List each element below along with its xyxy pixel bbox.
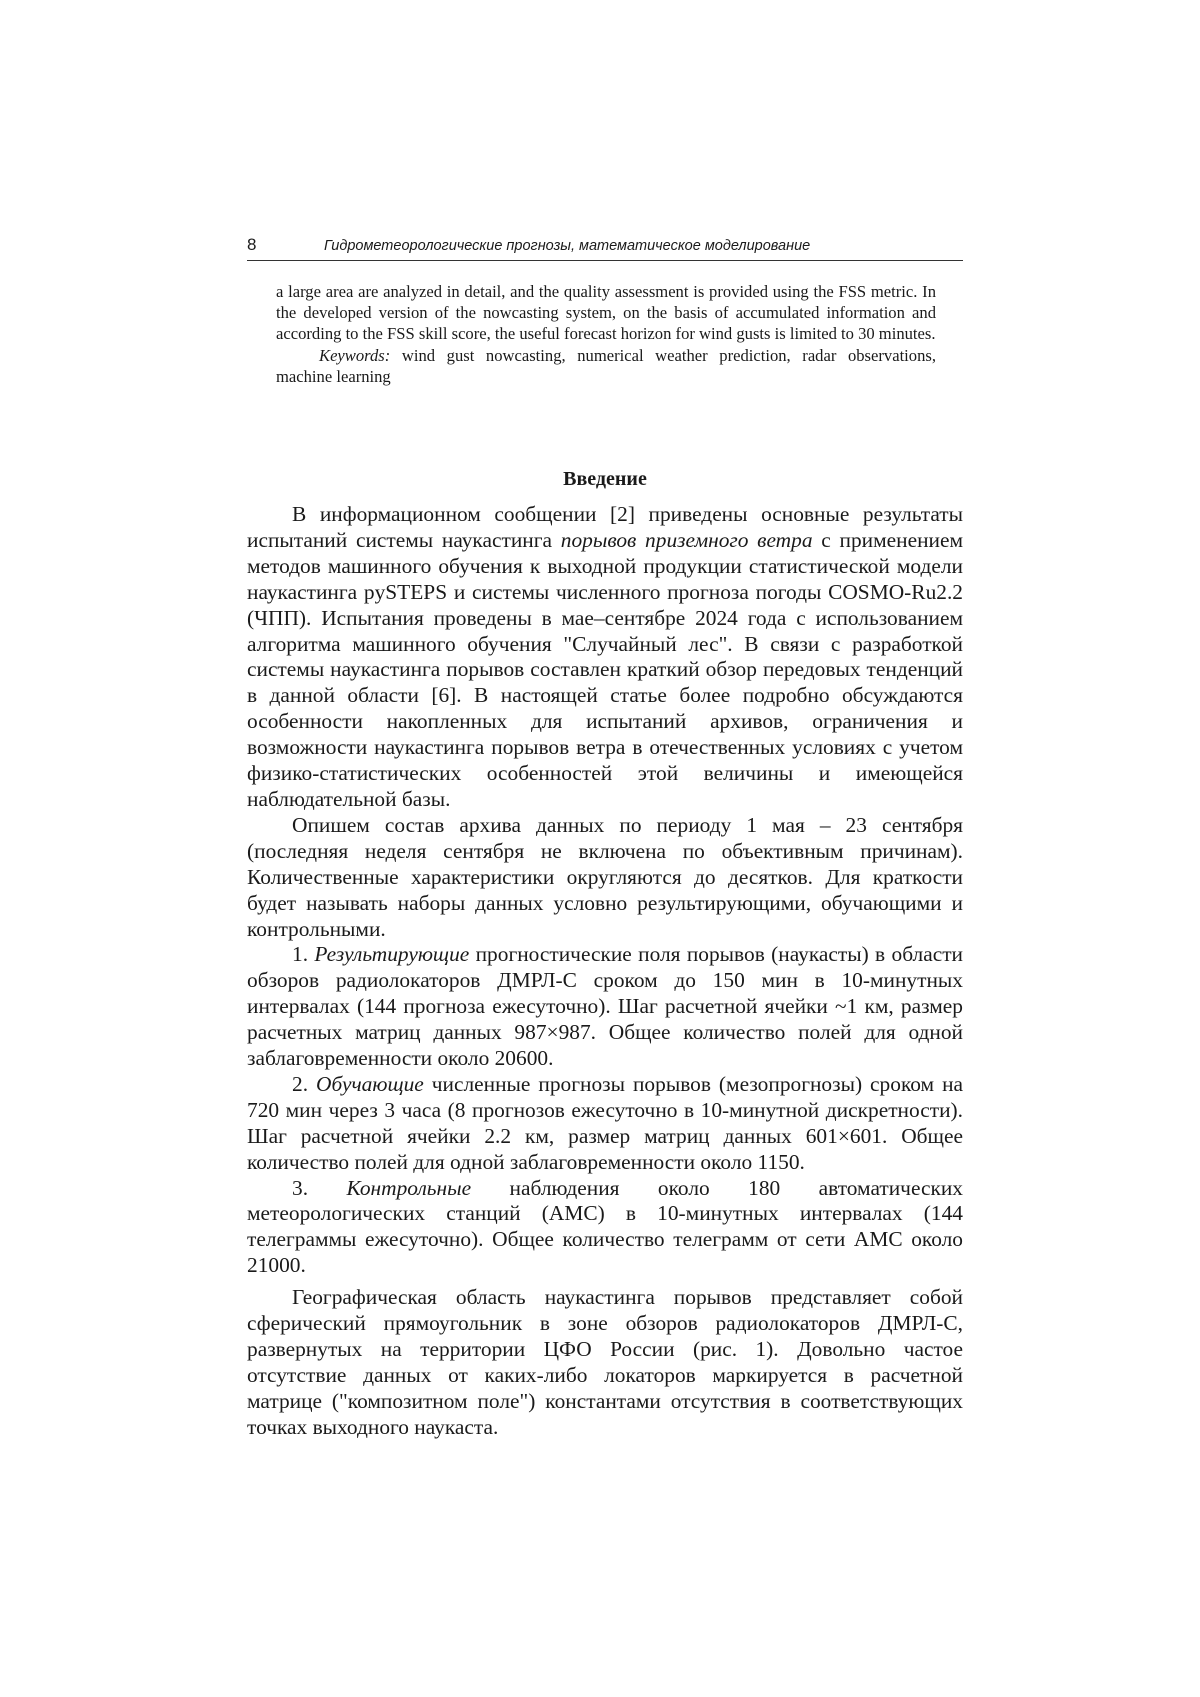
paragraph-intro-emphasis: порывов приземного ветра [560,527,813,552]
running-header [247,234,963,261]
keywords-text: wind gust nowcasting, numerical weather prediction, radar observations, machine learning [276,345,936,386]
list-number: 1. [292,942,315,967]
list-text: наблюдения около 180 автоматических метеорологических станций (АМС) в 10-минутных интервалах (144 телеграммы ежесуточно). Общее количество телеграмм от сети АМС около 21000. [247,1175,963,1278]
journal-title: Гидрометеорологические прогнозы, математическое моделирование [324,238,811,254]
list-item-training [247,1072,963,1176]
paragraph-intro-rest: с применением методов машинного обучения к выходной продукции статистической модели наукастинга pySTEPS и системы численного прогноза погоды COSMO-Ru2.2 (ЧПП). Испытания проведены в мае–сентябре 2024 года с использованием алгоритма машинного обучения "Случайный лес". В связи с разработкой системы наукастинга порывов составлен краткий обзор передовых тенденций в данной области [6]. В настоящей статье более подробно обсуждаются особенности накопленных для испытаний архивов, ограничения и возможности наукастинга порывов ветра в отечественных условиях с учетом физико-статистических особенностей этой величины и имеющейся наблюдательной базы. [247,527,963,811]
list-term: Результирующие [314,942,470,967]
section-title: Введение [563,468,647,490]
paragraph-archive: Опишем состав архива данных по периоду 1 мая – 23 сентября (последняя неделя сентября не включена по объективным причинам). Количественные характеристики округляются до десятков. Для краткости будет называть наборы данных условно результирующими, обучающими и контрольными. [247,812,963,941]
list-term: Обучающие [316,1071,424,1096]
page-number: 8 [247,235,257,254]
list-text: численные прогнозы порывов (мезопрогнозы) сроком на 720 мин через 3 часа (8 прогнозов ежесуточно в 10-минутной дискретности). Шаг расчетной ячейки 2.2 км, размер матриц данных 601×601. Общее количество полей для одной заблаговременности около 1150. [247,1071,964,1174]
abstract-text: a large area are analyzed in detail, and the quality assessment is provided using the FSS metric. In the developed version of the nowcasting system, on the basis of accumulated information and according to the FSS skill score, the useful forecast horizon for wind gusts is limited to 30 minutes. [276,282,936,344]
list-number: 3. [292,1175,347,1200]
list-item-resulting [247,942,963,1072]
list-term: Контрольные [346,1175,472,1200]
list-text: прогностические поля порывов (наукасты) в области обзоров радиолокаторов ДМРЛ-С сроком до 150 мин в 10-минутных интервалах (144 прогноза ежесуточно). Шаг расчетной ячейки ~1 км, размер расчетных матриц данных 987×987. Общее количество полей для одной заблаговременности около 20600. [247,942,963,1071]
paragraph-intro-start: В информационном сообщении [2] приведены основные результаты испытаний системы наукастинга [247,502,963,552]
paragraph-intro [247,502,963,813]
keywords [276,345,936,387]
abstract [276,281,936,387]
keywords-label: Keywords: [319,345,391,365]
list-item-control [247,1176,963,1280]
body-text [247,502,963,1441]
paragraph-geography: Географическая область наукастинга порывов представляет собой сферический прямоугольник в зоне обзоров радиолокаторов ДМРЛ-С, развернутых на территории ЦФО России (рис. 1). Довольно частое отсутствие данных от каких-либо локаторов маркируется в расчетной матрице ("композитном поле") константами отсутствия в соответствующих точках выходного наукаста. [247,1285,963,1439]
list-number: 2. [292,1071,317,1096]
